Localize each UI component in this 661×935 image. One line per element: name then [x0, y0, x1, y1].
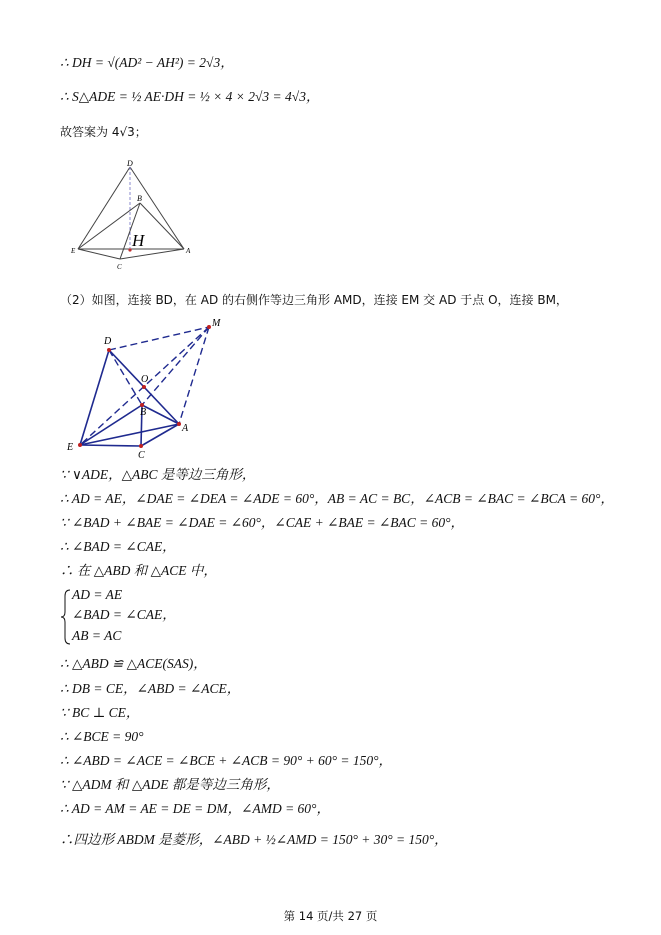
line-both-equilateral: ∵ △ADM 和 △ADE 都是等边三角形， [60, 777, 280, 792]
line-answer: 故答案为 4√3； [60, 125, 147, 139]
label-D: D [127, 159, 133, 168]
label-B: B [140, 407, 147, 418]
line-system-2: ∠BAD = ∠CAE， [72, 607, 176, 622]
label-H: H [132, 231, 145, 250]
line-angle-equal: ∴ ∠BAD = ∠CAE， [60, 539, 176, 554]
line-rhombus: ∴四边形 ABDM 是菱形，∠ABD + ½∠AMD = 150° + 30° = 150°， [60, 832, 448, 847]
label-C: C [117, 263, 122, 271]
label-B: B [137, 194, 142, 203]
line-db-ce: ∴ DB = CE，∠ABD = ∠ACE， [60, 681, 241, 696]
label-E: E [67, 442, 74, 453]
label-E: E [71, 247, 76, 255]
label-M: M [212, 318, 221, 329]
line-system-1: AD = AE [72, 587, 123, 602]
line-abd-150: ∴ ∠ABD = ∠ACE = ∠BCE + ∠ACB = 90° + 60° = 150°， [60, 753, 393, 768]
line-angle-sum: ∵ ∠BAD + ∠BAE = ∠DAE = ∠60°，∠CAE + ∠BAE = ∠BAC = 60°， [60, 515, 465, 530]
line-dh: ∴ DH = √(AD² − AH²) = 2√3， [60, 55, 234, 70]
line-perpendicular: ∵ BC ⊥ CE， [60, 705, 140, 720]
line-because-equilateral: ∵ ∨ADE，△ABC 是等边三角形， [60, 467, 256, 482]
figure-1-tetrahedron [62, 155, 202, 275]
line-part2-intro: （2）如图，连接 BD，在 AD 的右侧作等边三角形 AMD，连接 EM 交 AD 于点 O，连接 BM， [60, 293, 568, 307]
label-A: A [186, 247, 191, 255]
line-equalities: ∴ AD = AE，∠DAE = ∠DEA = ∠ADE = 60°，AB = AC = BC，∠ACB = ∠BAC = ∠BCA = 60°， [60, 491, 614, 506]
system-brace [60, 588, 72, 646]
page-footer: 第 14 页/共 27 页 [283, 909, 378, 923]
label-C: C [138, 450, 145, 460]
figure-2-rhombus [62, 315, 232, 460]
label-O: O [141, 374, 149, 385]
line-system-3: AB = AC [72, 628, 122, 643]
line-bce-90: ∴ ∠BCE = 90° [60, 729, 144, 744]
line-in-triangles: ∴ 在 △ABD 和 △ACE 中， [60, 563, 217, 578]
line-all-equal: ∴ AD = AM = AE = DE = DM，∠AMD = 60°， [60, 801, 330, 816]
label-A: A [182, 423, 189, 434]
label-D: D [104, 336, 112, 347]
line-congruent: ∴ △ABD ≌ △ACE(SAS)， [60, 656, 207, 671]
line-area: ∴ S△ADE = ½ AE·DH = ½ × 4 × 2√3 = 4√3， [60, 89, 320, 104]
